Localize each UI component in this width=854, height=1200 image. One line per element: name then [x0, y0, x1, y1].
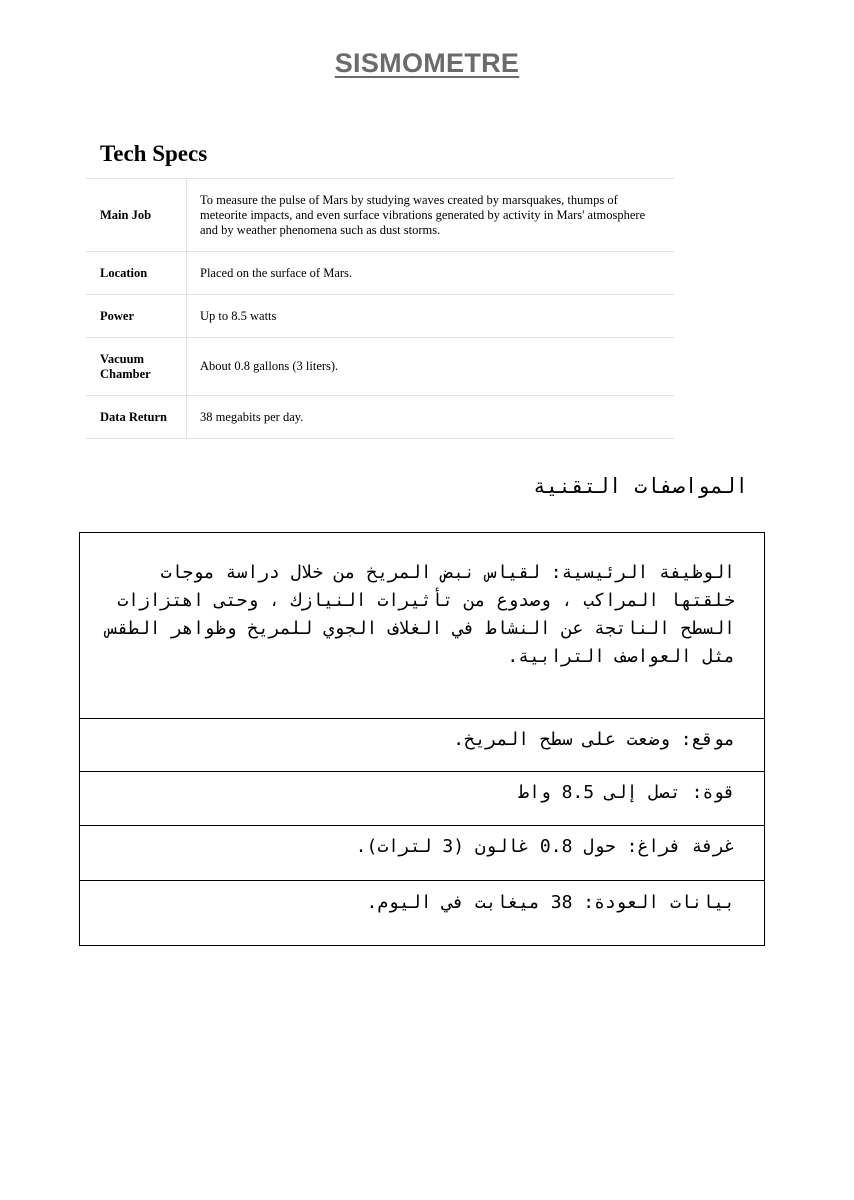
spec-label-power: Power: [86, 295, 187, 338]
spec-value-data-return: 38 megabits per day.: [200, 409, 304, 424]
table-row: [80, 881, 765, 946]
spec-label-data-return: Data Return: [86, 396, 187, 439]
table-row: [80, 772, 765, 826]
arabic-spec-main-job: الوظيفة الرئيسية: لقياس نبض المريخ من خلال دراسة موجات خلقتها المراكب ، وصدوع من تأثيرات النيازك ، وحتى اهتزازات السطح الناتجة عن النشاط في الغلاف الجوي للمريخ وظواهر الطقس مثل العواصف الترابية.: [80, 533, 765, 719]
table-row: [80, 533, 765, 719]
table-row: [86, 179, 674, 252]
spec-label-vacuum-chamber: Vacuum Chamber: [86, 338, 187, 396]
arabic-specs-table: [79, 532, 765, 946]
arabic-spec-power: قوة: تصل إلى 8.5 واط: [80, 772, 765, 826]
arabic-specs-heading: المواصفات التقنية: [533, 474, 748, 498]
table-row: [80, 719, 765, 772]
spec-value-vacuum-chamber: About 0.8 gallons (3 liters).: [200, 359, 339, 373]
table-row: [86, 252, 674, 295]
table-row: [86, 295, 674, 338]
document-title: SISMOMETRE: [334, 48, 520, 78]
spec-label-location: Location: [86, 252, 187, 295]
spec-value-location: Placed on the surface of Mars.: [200, 265, 353, 280]
spec-value-main-job: To measure the pulse of Mars by studying waves created by marsquakes, thumps of meteorite impacts, and even surface vibrations generated by activity in Mars' atmosphere and by weather phenomena such as dust storms.: [200, 192, 646, 237]
arabic-spec-location: موقع: وضعت على سطح المريخ.: [80, 719, 765, 772]
arabic-spec-data-return: بيانات العودة: 38 ميغابت في اليوم.: [80, 881, 765, 946]
spec-value-power: Up to 8.5 watts: [200, 308, 277, 323]
tech-specs-table: [86, 178, 674, 439]
spec-label-main-job: Main Job: [86, 179, 187, 252]
table-row: [80, 826, 765, 881]
table-row: [86, 338, 674, 396]
tech-specs-heading: Tech Specs: [100, 141, 208, 166]
table-row: [86, 396, 674, 439]
arabic-spec-vacuum-chamber: غرفة فراغ: حول 0.8 غالون (3 لترات).: [80, 826, 765, 881]
